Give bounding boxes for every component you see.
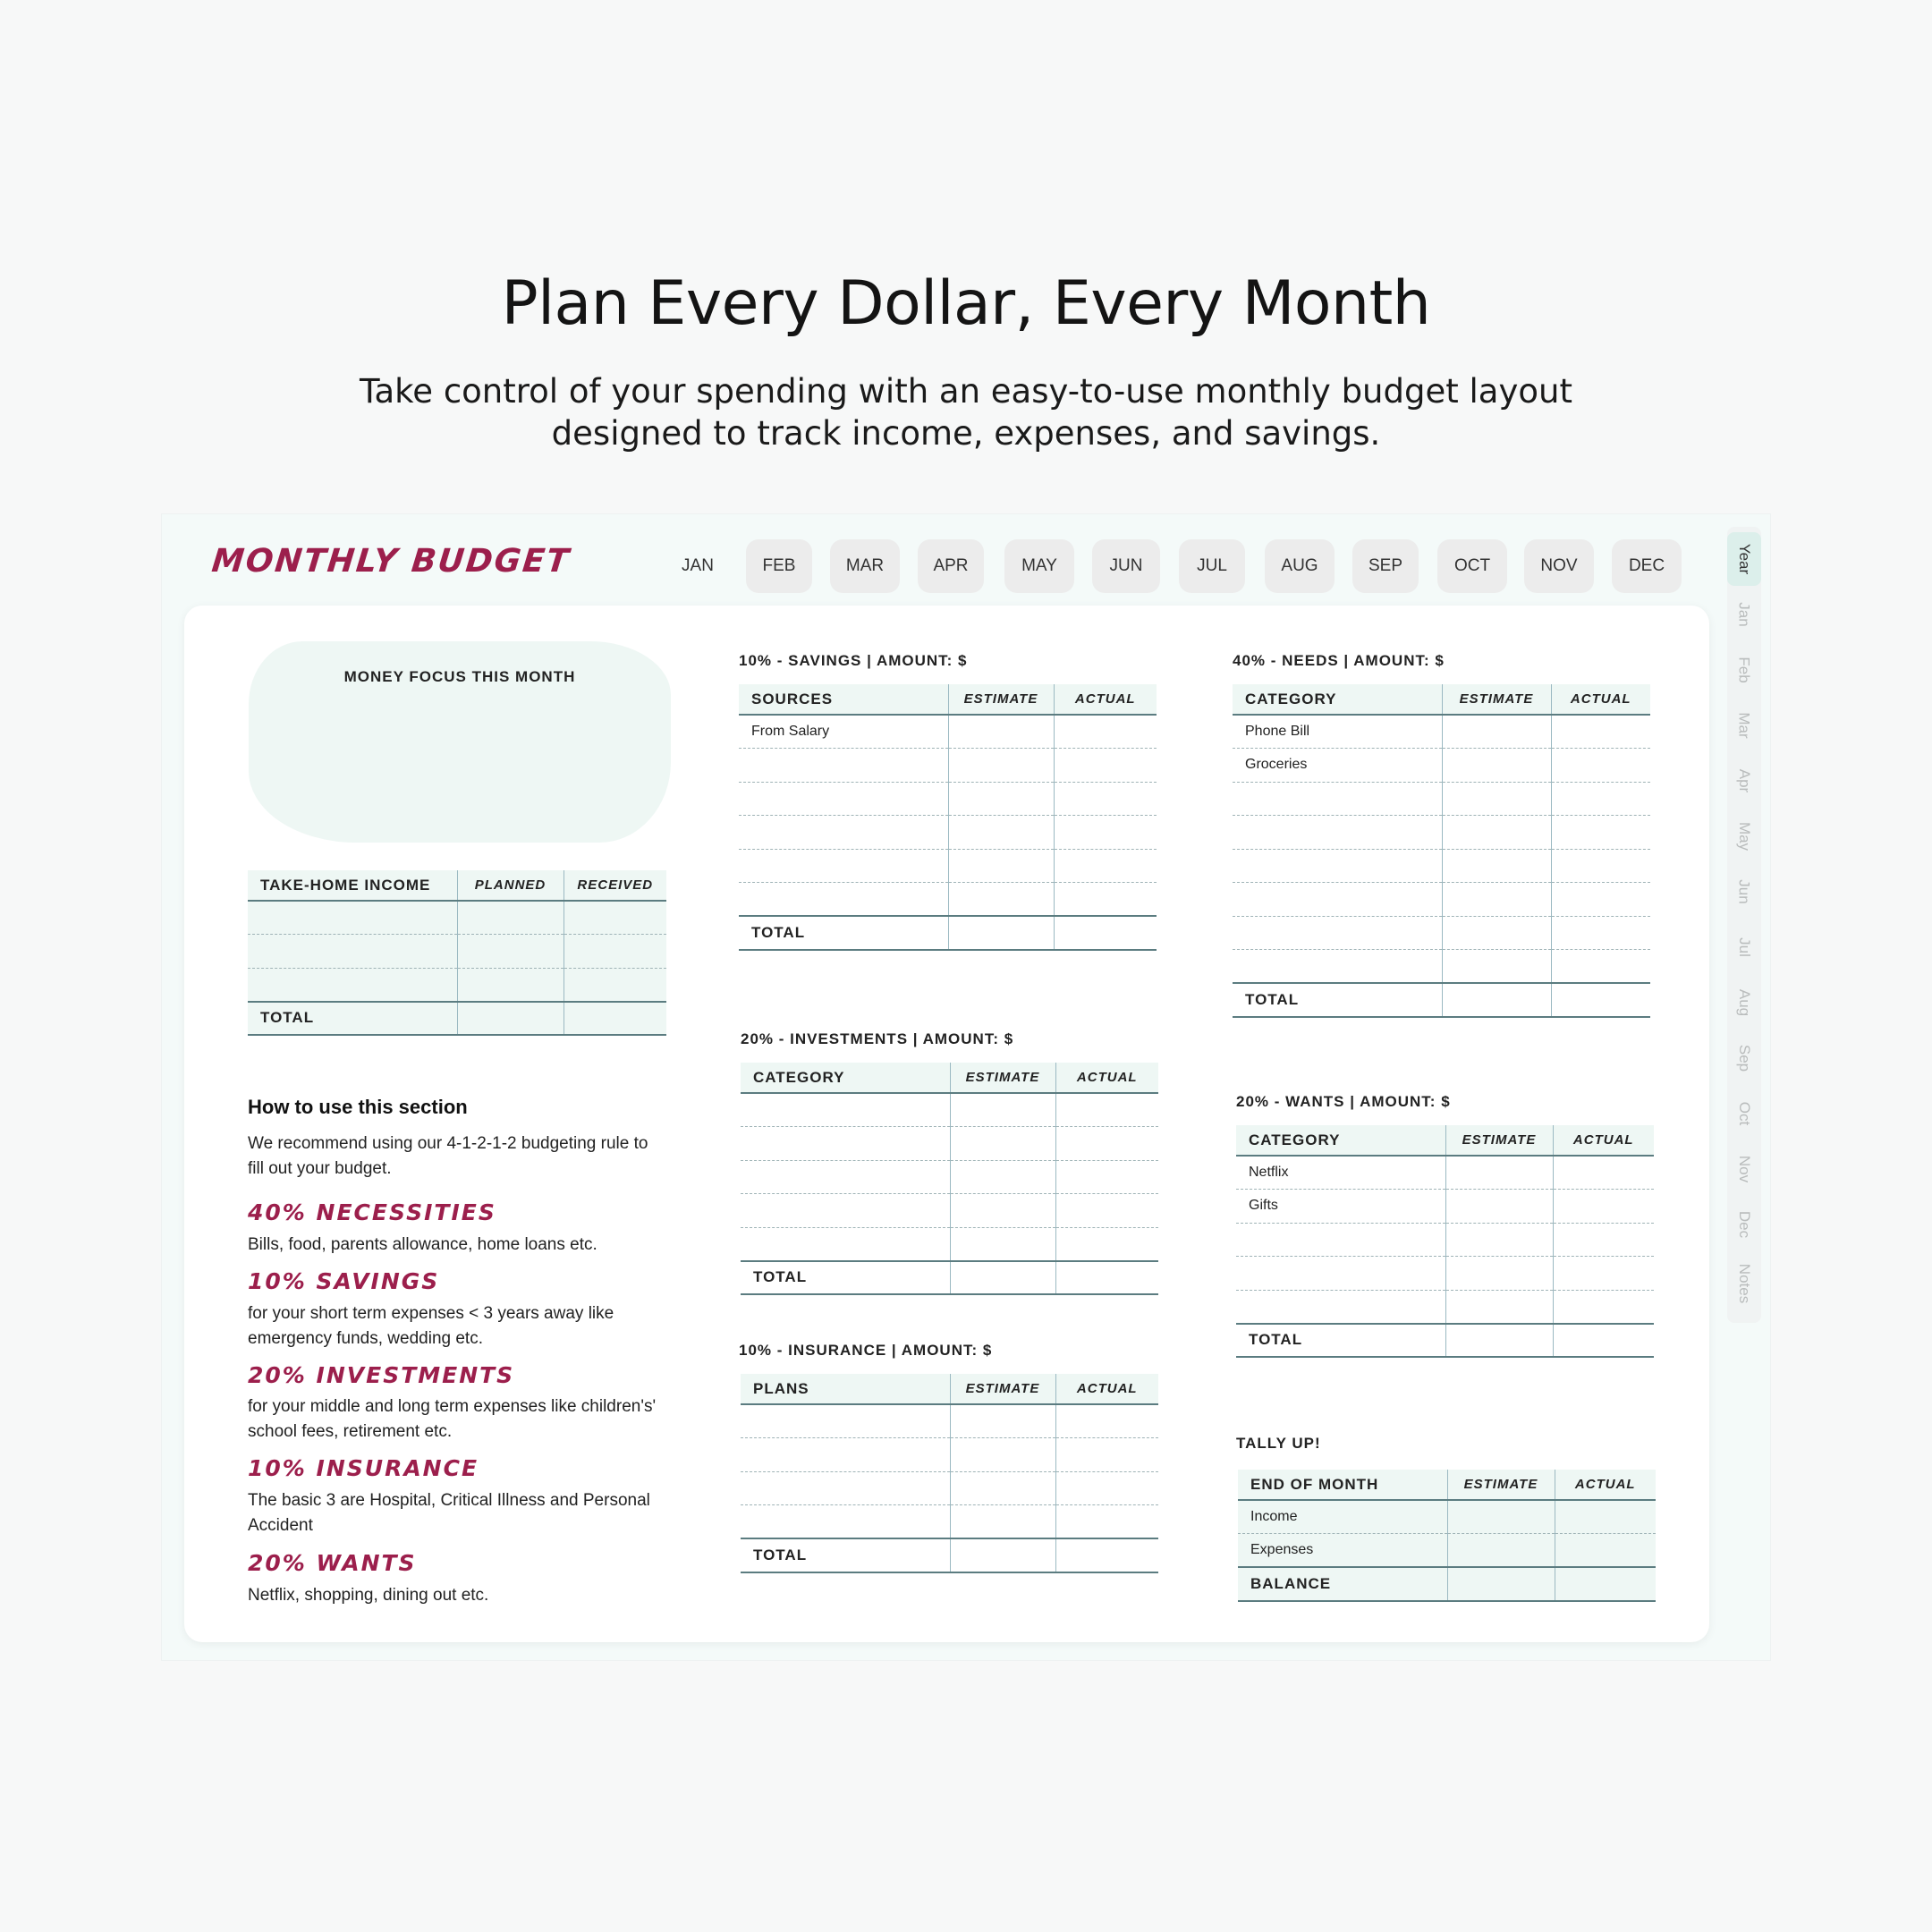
sidetab-aug[interactable]: Aug [1736,988,1753,1017]
table-row [739,816,1157,850]
total-row: TOTAL [248,1002,666,1036]
table-row: Groceries [1233,749,1650,783]
table-row [741,1471,1158,1505]
table-row [1236,1257,1654,1291]
table-row [1233,950,1650,984]
tab-feb[interactable]: FEB [746,539,812,593]
rule-investments-desc: for your middle and long term expenses like children's' school fees, retirement etc. [248,1397,657,1441]
sidetab-oct[interactable]: Oct [1735,1101,1753,1126]
tab-sep[interactable]: SEP [1352,539,1419,593]
received-header: RECEIVED [564,870,666,901]
hero-subtitle: Take control of your spending with an easy-to-use monthly budget layout designed to track income, expenses, and savings. [360,372,1572,453]
howto-intro: We recommend using our 4-1-2-1-2 budgeting rule to fill out your budget. [248,1134,648,1178]
wants-table: CATEGORY ESTIMATE ACTUAL Netflix Gifts TOTAL [1236,1125,1654,1358]
table-row [1233,816,1650,850]
table-row: From Salary [739,715,1157,749]
tally-table: END OF MONTH ESTIMATE ACTUAL Income Expenses BALANCE [1238,1470,1656,1602]
sidetab-nov[interactable]: Nov [1735,1155,1753,1183]
rule-wants-desc: Netflix, shopping, dining out etc. [248,1586,489,1605]
planned-header: PLANNED [457,870,564,901]
insurance-table: PLANS ESTIMATE ACTUAL TOTAL [741,1374,1158,1573]
needs-title: 40% - NEEDS | AMOUNT: $ [1233,652,1445,669]
table-row [741,1194,1158,1228]
table-row [1236,1290,1654,1324]
sidetab-year[interactable]: Year [1727,532,1761,586]
rule-insurance-desc: The basic 3 are Hospital, Critical Illness and Personal Accident [248,1491,650,1535]
rule-savings-desc: for your short term expenses < 3 years away like emergency funds, wedding etc. [248,1304,614,1348]
savings-table: SOURCES ESTIMATE ACTUAL From Salary TOTAL [739,684,1157,951]
sidetab-jun[interactable]: Jun [1735,879,1753,904]
table-row [739,883,1157,917]
table-row [1233,782,1650,816]
table-row: Phone Bill [1233,715,1650,749]
rule-necessities-title: 40% NECESSITIES [248,1199,496,1225]
tab-oct[interactable]: OCT [1437,539,1507,593]
sidetab-may[interactable]: May [1736,821,1753,852]
table-row: Expenses [1238,1534,1656,1568]
total-row: TOTAL [1233,983,1650,1017]
table-row [248,901,666,935]
total-row: TOTAL [741,1538,1158,1572]
table-row [741,1127,1158,1161]
rule-savings-title: 10% SAVINGS [248,1268,440,1294]
savings-title: 10% - SAVINGS | AMOUNT: $ [739,652,968,669]
table-row [248,935,666,969]
sidetab-apr[interactable]: Apr [1736,768,1753,793]
tab-may[interactable]: MAY [1004,539,1074,593]
table-row [1236,1223,1654,1257]
total-row: TOTAL [741,1261,1158,1295]
table-row [741,1227,1158,1261]
brand-title: MONTHLY BUDGET [209,543,572,580]
table-row [1233,883,1650,917]
howto-title: How to use this section [248,1096,468,1118]
tab-nov[interactable]: NOV [1524,539,1594,593]
table-row [1233,849,1650,883]
tab-mar[interactable]: MAR [830,539,900,593]
table-row [739,849,1157,883]
table-row [248,968,666,1002]
hero-title: Plan Every Dollar, Every Month [501,268,1431,339]
table-row: Netflix [1236,1156,1654,1190]
income-header: TAKE-HOME INCOME [248,870,457,901]
sidetab-sep[interactable]: Sep [1736,1044,1753,1072]
investments-table: CATEGORY ESTIMATE ACTUAL TOTAL [741,1063,1158,1295]
tab-apr[interactable]: APR [918,539,984,593]
tab-jan[interactable]: JAN [682,556,714,575]
balance-row: BALANCE [1238,1567,1656,1601]
table-row [741,1404,1158,1438]
budget-app-window [161,513,1771,1661]
rule-necessities-desc: Bills, food, parents allowance, home loans etc. [248,1235,597,1254]
insurance-title: 10% - INSURANCE | AMOUNT: $ [739,1342,993,1359]
sidetab-dec[interactable]: Dec [1735,1210,1753,1239]
table-row [1233,916,1650,950]
table-row [739,782,1157,816]
tab-aug[interactable]: AUG [1265,539,1335,593]
rule-insurance-title: 10% INSURANCE [248,1455,479,1481]
side-tab-bar [1727,527,1761,1323]
table-row [739,749,1157,783]
investments-title: 20% - INVESTMENTS | AMOUNT: $ [741,1030,1014,1047]
needs-table: CATEGORY ESTIMATE ACTUAL Phone Bill Groceries TOTAL [1233,684,1650,1018]
money-focus-title: MONEY FOCUS THIS MONTH [343,668,576,685]
sidetab-jul[interactable]: Jul [1735,937,1753,957]
table-row [741,1160,1158,1194]
budget-sheet [184,606,1709,1642]
income-table [248,870,666,1036]
table-row [741,1438,1158,1472]
tab-dec[interactable]: DEC [1612,539,1682,593]
table-row [741,1093,1158,1127]
sidetab-jan[interactable]: Jan [1735,602,1753,627]
tally-title: TALLY UP! [1236,1435,1321,1452]
rule-investments-title: 20% INVESTMENTS [248,1362,515,1388]
total-row: TOTAL [739,916,1157,950]
rule-wants-title: 20% WANTS [248,1550,417,1576]
table-row [741,1505,1158,1539]
tab-jul[interactable]: JUL [1179,539,1245,593]
tab-jun[interactable]: JUN [1092,539,1160,593]
sidetab-notes[interactable]: Notes [1736,1263,1754,1304]
sidetab-feb[interactable]: Feb [1735,657,1753,683]
table-row: Gifts [1236,1190,1654,1224]
sidetab-mar[interactable]: Mar [1736,712,1753,739]
money-focus-box[interactable] [249,641,671,843]
table-row: Income [1238,1500,1656,1534]
wants-title: 20% - WANTS | AMOUNT: $ [1236,1093,1451,1110]
total-row: TOTAL [1236,1324,1654,1358]
